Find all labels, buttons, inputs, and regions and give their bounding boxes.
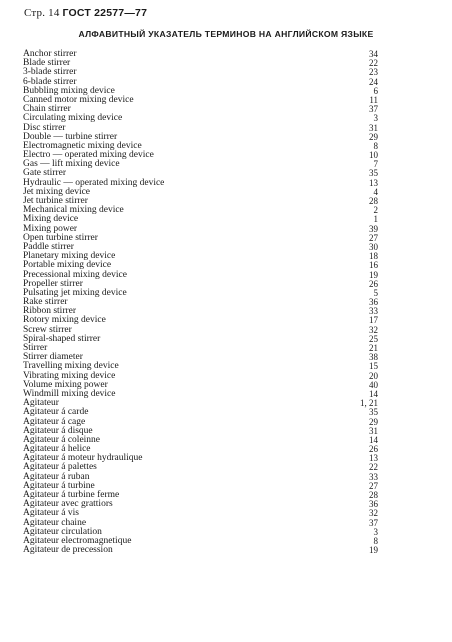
term-name: Screw stirrer bbox=[23, 324, 72, 335]
term-name: Blade stirrer bbox=[23, 58, 71, 69]
term-name: Rotory mixing device bbox=[23, 315, 106, 326]
term-name: Volume mixing power bbox=[23, 379, 108, 390]
term-name: Agitateur á moteur hydraulique bbox=[23, 453, 143, 464]
term-number: 13 bbox=[369, 177, 378, 188]
term-number: 33 bbox=[369, 471, 378, 482]
term-number: 36 bbox=[369, 297, 378, 308]
term-number: 14 bbox=[369, 388, 378, 399]
term-number: 1 bbox=[373, 214, 378, 225]
term-name: Hydraulic — operated mixing device bbox=[23, 177, 165, 188]
term-name: Bubbling mixing device bbox=[23, 85, 115, 96]
term-number: 21 bbox=[369, 343, 378, 353]
term-name: Ribbon stirrer bbox=[23, 306, 77, 317]
term-name: Mechanical mixing device bbox=[23, 205, 124, 216]
term-number: 26 bbox=[369, 278, 378, 289]
term-number: 32 bbox=[369, 508, 378, 519]
term-name: Chain stirrer bbox=[23, 104, 71, 115]
term-name: Portable mixing device bbox=[23, 260, 112, 271]
term-name: Agitateur á turbine bbox=[23, 480, 95, 491]
term-number: 28 bbox=[369, 196, 378, 206]
term-name: Agitateur á carde bbox=[23, 407, 89, 418]
term-name: Stirrer diameter bbox=[23, 352, 83, 363]
term-name: Disc stirrer bbox=[23, 122, 66, 133]
term-number: 28 bbox=[369, 490, 378, 500]
term-name: Agitateur á cage bbox=[23, 416, 86, 427]
term-number: 27 bbox=[369, 232, 378, 243]
term-number: 24 bbox=[369, 76, 378, 87]
term-number: 37 bbox=[369, 104, 378, 115]
term-name: Jet turbine stirrer bbox=[23, 196, 88, 206]
term-number: 8 bbox=[373, 535, 378, 546]
term-number: 35 bbox=[369, 407, 378, 418]
term-number: 7 bbox=[373, 159, 378, 170]
term-name: Stirrer bbox=[23, 343, 48, 353]
term-number: 3 bbox=[373, 113, 378, 124]
term-name: 6-blade stirrer bbox=[23, 76, 77, 87]
term-name: Windmill mixing device bbox=[23, 388, 116, 399]
term-name: Spiral-shaped stirrer bbox=[23, 333, 101, 344]
term-name: Mixing power bbox=[23, 223, 78, 234]
term-number: 19 bbox=[369, 269, 378, 280]
term-name: Canned motor mixing device bbox=[23, 94, 134, 105]
term-number: 15 bbox=[369, 361, 378, 372]
term-name: Planetary mixing device bbox=[23, 251, 116, 262]
term-name: Agitateur á palettes bbox=[23, 462, 97, 473]
term-number: 4 bbox=[373, 186, 378, 197]
term-row bbox=[23, 316, 378, 325]
term-name: Pulsating jet mixing device bbox=[23, 287, 127, 298]
term-name: 3-blade stirrer bbox=[23, 67, 77, 78]
term-number: 22 bbox=[369, 58, 378, 69]
term-name: Agitateur á vis bbox=[23, 508, 79, 519]
term-number: 40 bbox=[369, 379, 378, 390]
term-number: 33 bbox=[369, 306, 378, 317]
term-row bbox=[23, 96, 378, 105]
term-list bbox=[23, 50, 378, 555]
term-number: 27 bbox=[369, 480, 378, 491]
term-number: 5 bbox=[373, 287, 378, 298]
term-number: 29 bbox=[369, 416, 378, 427]
term-name: Vibrating mixing device bbox=[23, 370, 116, 381]
term-number: 23 bbox=[369, 67, 378, 78]
term-name: Agitateur electromagnetique bbox=[23, 535, 132, 546]
term-number: 30 bbox=[369, 241, 378, 252]
term-number: 32 bbox=[369, 324, 378, 335]
term-row bbox=[23, 114, 378, 123]
term-name: Agitateur bbox=[23, 398, 59, 409]
term-number: 6 bbox=[373, 85, 378, 96]
page-label: Стр. 14 bbox=[24, 7, 60, 19]
term-name: Agitateur circulation bbox=[23, 526, 102, 537]
term-number: 37 bbox=[369, 517, 378, 528]
term-name: Agitateur chaine bbox=[23, 517, 87, 528]
term-name: Anchor stirrer bbox=[23, 49, 77, 59]
term-number: 10 bbox=[369, 150, 378, 161]
term-name: Travelling mixing device bbox=[23, 361, 119, 372]
term-row bbox=[23, 160, 378, 169]
term-number: 38 bbox=[369, 352, 378, 363]
term-number: 13 bbox=[369, 453, 378, 464]
term-number: 16 bbox=[369, 260, 378, 271]
term-number: 26 bbox=[369, 444, 378, 455]
term-number: 25 bbox=[369, 333, 378, 344]
term-number: 2 bbox=[373, 205, 378, 216]
term-name: Open turbine stirrer bbox=[23, 232, 98, 243]
term-name: Agitateur á turbine ferme bbox=[23, 490, 120, 500]
term-name: Agitateur á ruban bbox=[23, 471, 90, 482]
term-row bbox=[23, 50, 378, 59]
term-number: 1, 21 bbox=[360, 398, 378, 409]
term-row bbox=[23, 335, 378, 344]
term-name: Jet mixing device bbox=[23, 186, 91, 197]
term-number: 19 bbox=[369, 545, 378, 556]
term-name: Electromagnetic mixing device bbox=[23, 140, 142, 151]
term-number: 3 bbox=[373, 526, 378, 537]
term-row bbox=[23, 298, 378, 307]
term-name: Circulating mixing device bbox=[23, 113, 123, 124]
term-row bbox=[23, 289, 378, 298]
term-name: Paddle stirrer bbox=[23, 241, 74, 252]
term-name: Agitateur á coleinne bbox=[23, 434, 101, 445]
term-number: 11 bbox=[369, 94, 378, 105]
term-name: Rake stirrer bbox=[23, 297, 68, 308]
standard-number: ГОСТ 22577—77 bbox=[62, 7, 148, 19]
term-number: 20 bbox=[369, 370, 378, 381]
term-number: 31 bbox=[369, 122, 378, 133]
term-name: Double — turbine stirrer bbox=[23, 131, 118, 142]
term-name: Mixing device bbox=[23, 214, 79, 225]
term-number: 22 bbox=[369, 462, 378, 473]
term-row bbox=[23, 390, 378, 399]
term-number: 39 bbox=[369, 223, 378, 234]
term-number: 8 bbox=[373, 140, 378, 151]
term-name: Gate stirrer bbox=[23, 168, 66, 179]
term-name: Agitateur á disque bbox=[23, 425, 93, 436]
term-row bbox=[23, 546, 378, 555]
term-number: 35 bbox=[369, 168, 378, 179]
term-name: Gas — lift mixing device bbox=[23, 159, 120, 170]
term-number: 34 bbox=[369, 49, 378, 59]
term-name: Agitateur de precession bbox=[23, 545, 113, 556]
term-number: 29 bbox=[369, 131, 378, 142]
term-number: 17 bbox=[369, 315, 378, 326]
page-header bbox=[24, 7, 147, 19]
term-name: Propeller stirrer bbox=[23, 278, 83, 289]
index-title: АЛФАВИТНЫЙ УКАЗАТЕЛЬ ТЕРМИНОВ НА АНГЛИЙСКОМ ЯЗЫКЕ bbox=[78, 29, 374, 39]
term-name: Agitateur á helice bbox=[23, 444, 91, 455]
term-row bbox=[23, 234, 378, 243]
term-number: 18 bbox=[369, 251, 378, 262]
term-number: 36 bbox=[369, 499, 378, 510]
term-name: Electro — operated mixing device bbox=[23, 150, 154, 161]
term-name: Agitateur avec grattiors bbox=[23, 499, 113, 510]
term-name: Precessional mixing device bbox=[23, 269, 127, 280]
term-number: 14 bbox=[369, 434, 378, 445]
term-number: 31 bbox=[369, 425, 378, 436]
